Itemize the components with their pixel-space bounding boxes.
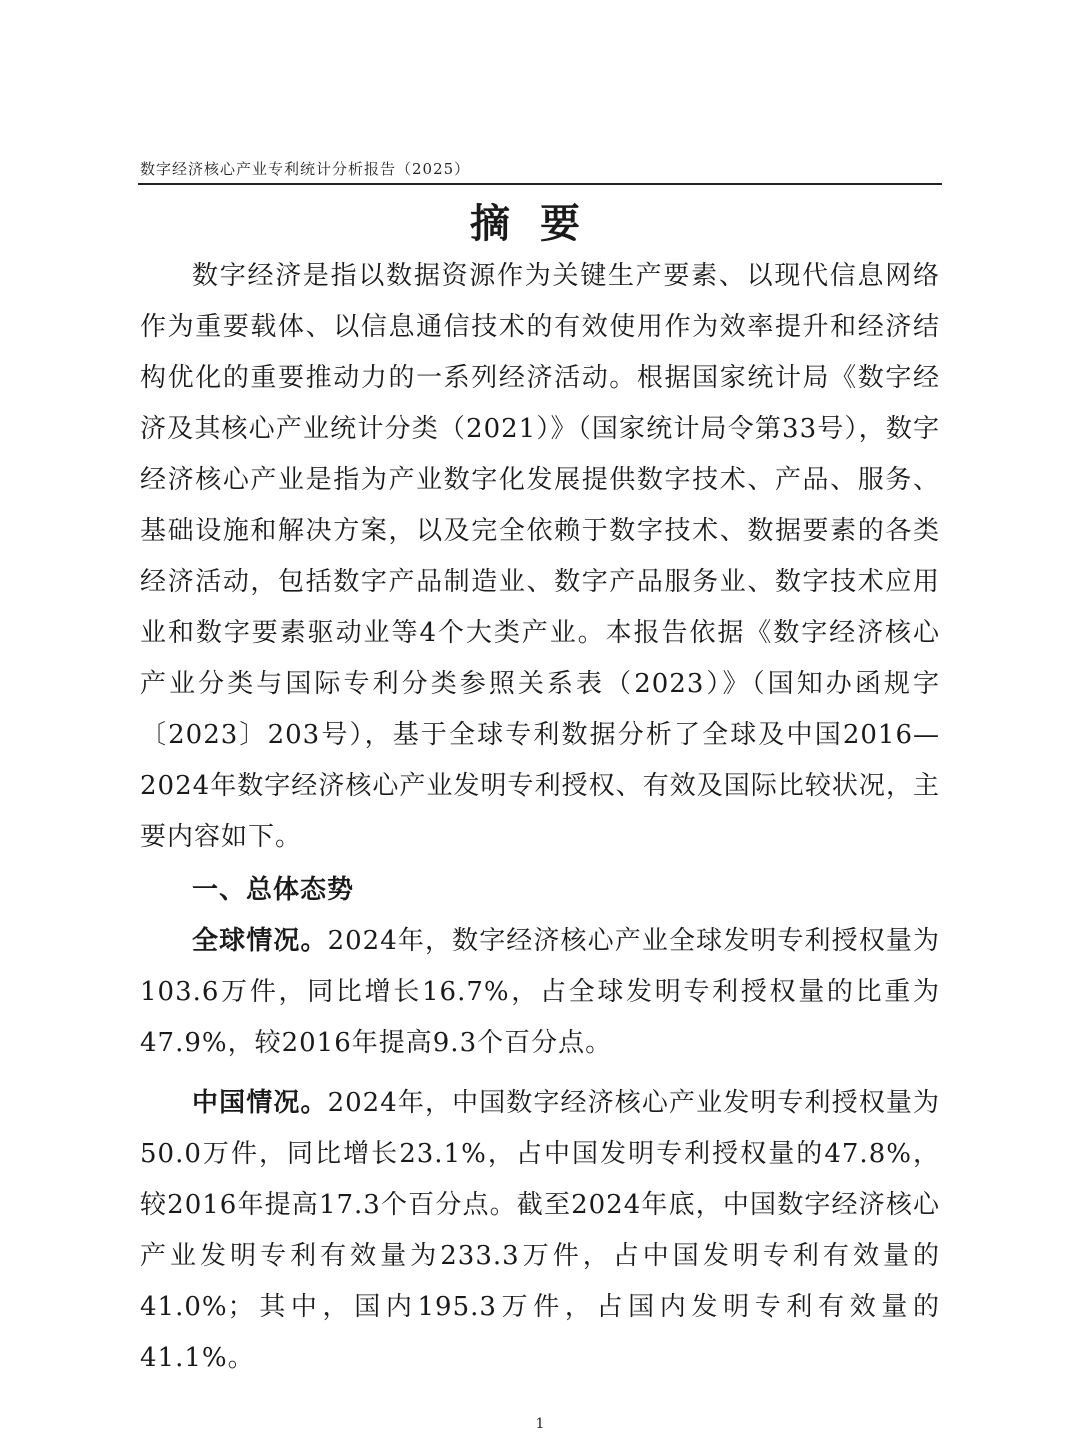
- header-rule: [138, 183, 942, 185]
- section-heading: 一、总体态势: [192, 875, 355, 905]
- page-number: 1: [535, 1416, 545, 1432]
- china-lead: 中国情况。: [192, 1088, 328, 1118]
- running-header: 数字经济核心产业专利统计分析报告（2025）: [140, 160, 471, 178]
- page-title: 摘要: [470, 200, 610, 247]
- intro-paragraph: 数字经济是指以数据资源作为关键生产要素、以现代信息网络作为重要载体、以信息通信技术的有效使用作为效率提升和经济结构优化的重要推动力的一系列经济活动。根据国家统计局《数字经济及其核心产业统计分类（2021）》（国家统计局令第33号），数字经济核心产业是指为产业数字化发展提供数字技术、产品、服务、基础设施和解决方案，以及完全依赖于数字技术、数据要素的各类经济活动，包括数字产品制造业、数字产品服务业、数字技术应用业和数字要素驱动业等4个大类产业。本报告依据《数字经济核心产业分类与国际专利分类参照关系表（2023）》（国知办函规字〔2023〕203号），基于全球专利数据分析了全球及中国2016—2024年数字经济核心产业发明专利授权、有效及国际比较状况，主要内容如下。: [140, 261, 940, 852]
- body-text: [140, 251, 940, 1384]
- china-text: 2024年，中国数字经济核心产业发明专利授权量为50.0万件，同比增长23.1%，占中国发明专利授权量的47.8%，较2016年提高17.3个百分点。截至2024年底，中国数字经济核心产业发明专利有效量为233.3万件，占中国发明专利有效量的41.0%；其中，国内195.3万件，占国内发明专利有效量的41.1%。: [140, 1088, 940, 1373]
- china-paragraph: [140, 1078, 940, 1384]
- global-paragraph: [140, 916, 940, 1069]
- global-text: 2024年，数字经济核心产业全球发明专利授权量为103.6万件，同比增长16.7%，占全球发明专利授权量的比重为47.9%，较2016年提高9.3个百分点。: [140, 926, 940, 1058]
- global-lead: 全球情况。: [192, 926, 328, 956]
